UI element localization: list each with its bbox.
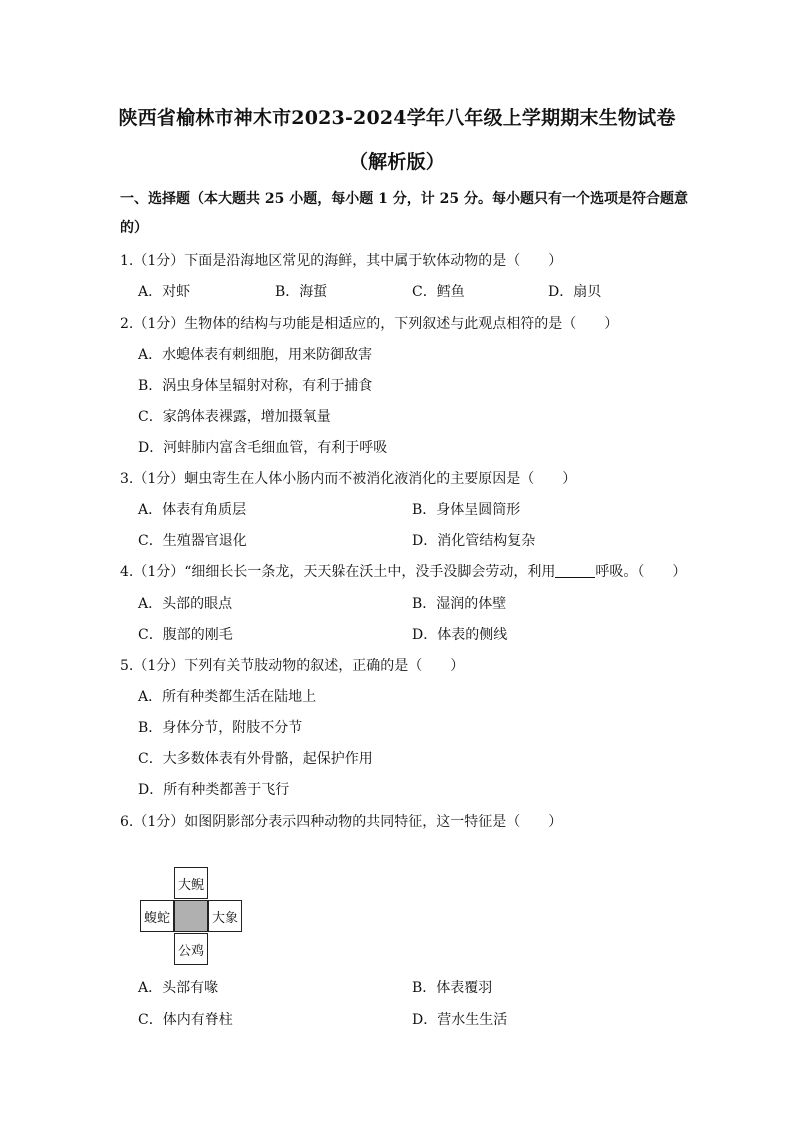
question-5-stem: 5.（1分）下列有关节肢动物的叙述，正确的是（ ） xyxy=(120,658,465,674)
q3-option-b: B．身体呈圆筒形 xyxy=(412,502,521,518)
doc-subtitle: （解析版） xyxy=(348,151,445,173)
answer-blank xyxy=(555,563,595,578)
q6-option-a: A．头部有喙 xyxy=(138,980,219,996)
grid-cell-top: 大鲵 xyxy=(174,867,208,899)
question-6-stem: 6.（1分）如图阴影部分表示四种动物的共同特征，这一特征是（ ） xyxy=(120,814,563,830)
q3-option-c: C．生殖器官退化 xyxy=(138,533,247,549)
q4-option-c: C．腹部的刚毛 xyxy=(138,627,233,643)
q1-option-d: D．扇贝 xyxy=(548,284,602,300)
question-3-stem: 3.（1分）蛔虫寄生在人体小肠内而不被消化液消化的主要原因是（ ） xyxy=(120,471,577,487)
q6-option-c: C．体内有脊柱 xyxy=(138,1012,233,1028)
q2-option-c: C．家鸽体表裸露，增加摄氧量 xyxy=(138,409,331,425)
q4-option-b: B．湿润的体壁 xyxy=(412,596,507,612)
q5-option-d: D．所有种类都善于飞行 xyxy=(138,782,290,798)
q4-option-a: A．头部的眼点 xyxy=(138,596,233,612)
grid-cell-shaded xyxy=(174,900,208,932)
q2-option-d: D．河蚌肺内富含毛细血管，有利于呼吸 xyxy=(138,440,388,456)
q1-option-b: B．海蜇 xyxy=(275,284,328,300)
section-heading: 一、选择题（本大题共 25 小题，每小题 1 分，计 25 分。每小题只有一个选项是符合题意 xyxy=(120,191,688,207)
q5-option-c: C．大多数体表有外骨骼，起保护作用 xyxy=(138,751,373,767)
q2-option-a: A．水螅体表有刺细胞，用来防御敌害 xyxy=(138,347,373,363)
q4-option-d: D．体表的侧线 xyxy=(412,627,508,643)
q3-option-a: A．体表有角质层 xyxy=(138,502,247,518)
grid-cell-left: 蝮蛇 xyxy=(140,900,174,932)
question-1-stem: 1.（1分）下面是沿海地区常见的海鲜，其中属于软体动物的是（ ） xyxy=(120,253,563,269)
q6-option-b: B．体表覆羽 xyxy=(412,980,493,996)
q3-option-d: D．消化管结构复杂 xyxy=(412,533,536,549)
q4-stem-part-a: 4.（1分）“细细长长一条龙，天天躲在沃土中，没手没脚会劳动，利用 xyxy=(120,564,556,580)
question-4-stem xyxy=(120,561,686,581)
doc-title: 陕西省榆林市神木市2023-2024学年八年级上学期期末生物试卷 xyxy=(118,107,676,129)
grid-cell-bottom: 公鸡 xyxy=(174,933,208,965)
animal-feature-diagram xyxy=(140,867,244,967)
q4-stem-part-b: 呼吸。（ ） xyxy=(595,564,687,580)
q2-option-b: B．涡虫身体呈辐射对称，有利于捕食 xyxy=(138,378,373,394)
q1-option-a: A．对虾 xyxy=(138,284,191,300)
q5-option-b: B．身体分节，附肢不分节 xyxy=(138,720,303,736)
q6-option-d: D．营水生生活 xyxy=(412,1012,508,1028)
question-2-stem: 2.（1分）生物体的结构与功能是相适应的，下列叙述与此观点相符的是（ ） xyxy=(120,316,619,332)
q5-option-a: A．所有种类都生活在陆地上 xyxy=(138,689,317,705)
grid-cell-right: 大象 xyxy=(208,900,242,932)
section-heading-cont: 的） xyxy=(120,220,148,236)
q1-option-c: C．鳕鱼 xyxy=(412,284,465,300)
